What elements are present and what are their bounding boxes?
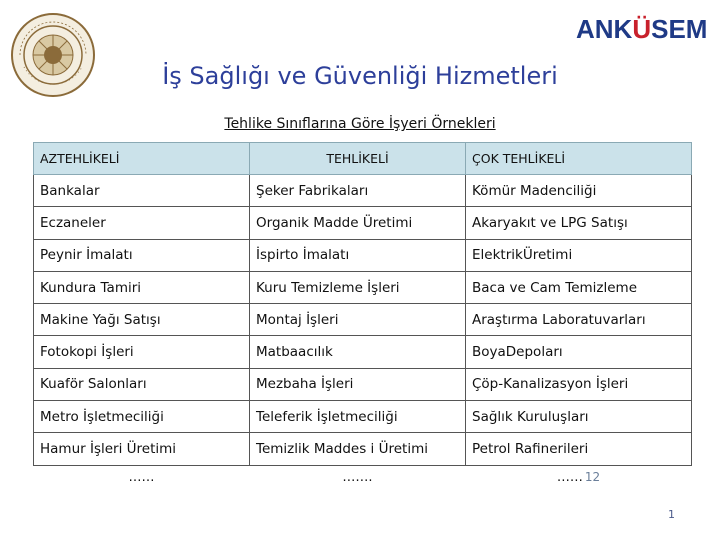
page-title-text: İş Sağlığı ve Güvenliği Hizmetleri — [162, 62, 558, 90]
table-cell: ElektrikÜretimi — [466, 239, 692, 271]
footer-slide-number: 12 — [584, 469, 601, 484]
table-row — [34, 207, 692, 239]
table-row — [34, 433, 692, 465]
ankusem-logo — [576, 14, 708, 44]
table-cell: Bankalar — [34, 175, 250, 207]
footer-ellipsis-3-text: …… — [556, 469, 583, 485]
table-cell: Montaj İşleri — [250, 304, 466, 336]
table-cell: Çöp-Kanalizasyon İşleri — [466, 368, 692, 400]
table-cell: Makine Yağı Satışı — [34, 304, 250, 336]
table-cell: Akaryakıt ve LPG Satışı — [466, 207, 692, 239]
footer-ellipsis-1: …… — [128, 469, 155, 485]
table-cell: Temizlik Maddes i Üretimi — [250, 433, 466, 465]
table-footer-row — [34, 465, 692, 498]
table-row — [34, 401, 692, 433]
table-cell: Kömür Madenciliği — [466, 175, 692, 207]
table-cell: Kundura Tamiri — [34, 271, 250, 303]
table-row — [34, 271, 692, 303]
table-cell: BoyaDepoları — [466, 336, 692, 368]
table-cell: Baca ve Cam Temizleme — [466, 271, 692, 303]
table-cell: Kuaför Salonları — [34, 368, 250, 400]
table-row — [34, 239, 692, 271]
page-subtitle: Tehlike Sınıflarına Göre İşyeri Örnekleri — [224, 116, 496, 132]
table-cell: Eczaneler — [34, 207, 250, 239]
table-cell: Hamur İşleri Üretimi — [34, 433, 250, 465]
logo-prefix: ANK — [576, 14, 633, 44]
table-row — [34, 336, 692, 368]
table-cell: Araştırma Laboratuvarları — [466, 304, 692, 336]
table-cell: Mezbaha İşleri — [250, 368, 466, 400]
header-az-tehlikeli: AZTEHLİKELİ — [34, 143, 250, 175]
table-row — [34, 368, 692, 400]
table-cell: Peynir İmalatı — [34, 239, 250, 271]
table-cell: İspirto İmalatı — [250, 239, 466, 271]
table-cell: Fotokopi İşleri — [34, 336, 250, 368]
table-cell: Kuru Temizleme İşleri — [250, 271, 466, 303]
table-row — [34, 175, 692, 207]
table-header-row — [34, 143, 692, 175]
table-cell: Sağlık Kuruluşları — [466, 401, 692, 433]
footer-ellipsis-3 — [466, 465, 692, 498]
page-number: 1 — [668, 508, 675, 521]
header-cok-tehlikeli: ÇOK TEHLİKELİ — [466, 143, 692, 175]
table-cell: Metro İşletmeciliği — [34, 401, 250, 433]
table-cell: Matbaacılık — [250, 336, 466, 368]
table-cell: Şeker Fabrikaları — [250, 175, 466, 207]
table-cell: Organik Madde Üretimi — [250, 207, 466, 239]
logo-accent: Ü — [632, 14, 652, 44]
table-row — [34, 304, 692, 336]
footer-ellipsis-2: ……. — [342, 469, 373, 485]
page-title — [0, 62, 720, 90]
header-tehlikeli: TEHLİKELİ — [250, 143, 466, 175]
logo-suffix: SEM — [651, 14, 708, 44]
table-cell: Teleferik İşletmeciliği — [250, 401, 466, 433]
table-cell: Petrol Rafinerileri — [466, 433, 692, 465]
hazard-class-table — [33, 142, 692, 498]
